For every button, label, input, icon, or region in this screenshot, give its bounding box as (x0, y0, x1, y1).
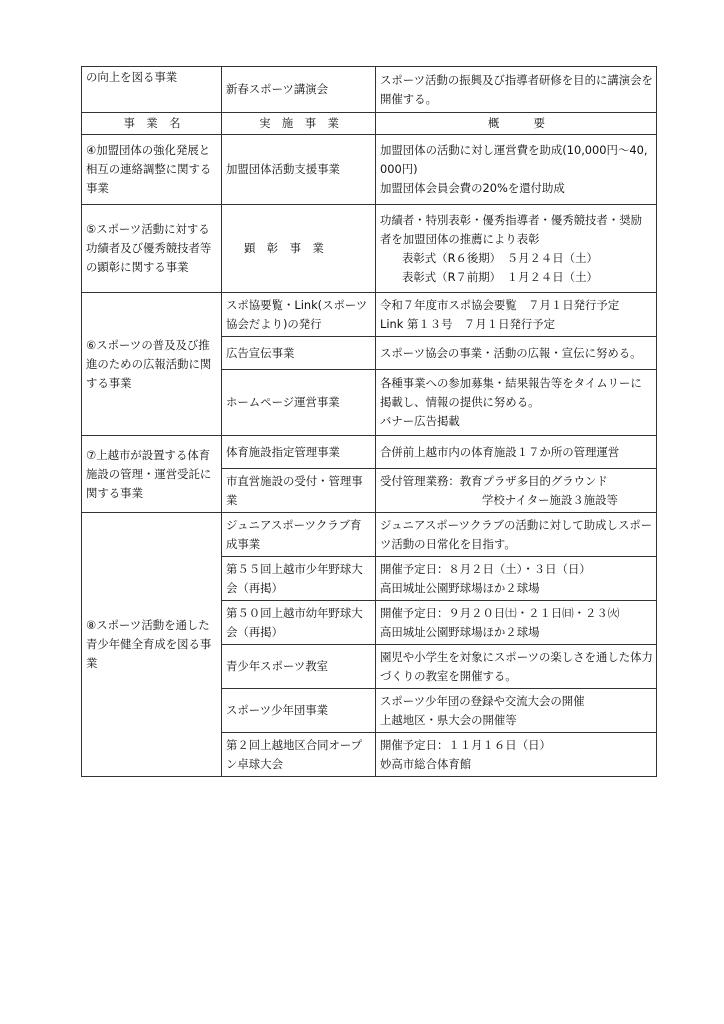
project-summary-line: 高田城址公園野球場ほか２球場 (380, 624, 540, 639)
project-category-cell (82, 293, 222, 436)
table-row (82, 135, 657, 205)
project-name-cell (222, 645, 376, 689)
project-summary-line: Link 第１３号 ７月１日発行予定 (380, 316, 556, 331)
project-name-cell (222, 337, 376, 370)
project-summary-cell (376, 205, 657, 293)
project-summary-line: 加盟団体の活動に対し運営費を助成(10,000円〜40,000円) (380, 143, 648, 176)
project-summary-cell (376, 689, 657, 733)
project-summary-line: 高田城址公園野球場ほか２球場 (380, 580, 540, 595)
project-name-text: 第５５回上越市少年野球大会（再掲） (226, 561, 363, 595)
column-header-category: 事 業 名 (82, 113, 222, 135)
project-name-text: 青少年スポーツ教室 (226, 659, 329, 673)
project-summary-line: 園児や小学生を対象にスポーツの楽しさを通した体力づくりの教室を開催する。 (380, 649, 653, 683)
project-category-text: ⑥スポーツの普及及び推進のための広報活動に関する事業 (86, 337, 212, 390)
project-summary-cell (376, 733, 657, 777)
project-summary-cell (376, 513, 657, 557)
project-name-text: 第５０回上越市幼年野球大会（再掲） (226, 605, 363, 639)
project-name-text: ホームページ運営事業 (226, 395, 340, 409)
table-row (82, 67, 657, 113)
project-name-text: 第２回上越地区合同オープン卓球大会 (226, 737, 363, 771)
table-row (82, 205, 657, 293)
project-summary-line: 加盟団体会員会費の20%を還付助成 (380, 181, 565, 195)
project-summary-line: 合併前上越市内の体育施設１７か所の管理運営 (380, 444, 620, 459)
project-summary-line: 表彰式（R６後期） ５月２４日（土） (402, 250, 598, 265)
project-category-cell (82, 436, 222, 513)
project-category-text: ⑧スポーツ活動を通した青少年健全育成を図る事業 (86, 618, 212, 670)
project-category-cell (82, 67, 222, 113)
project-summary-line: 学校ナイター施設３施設等 (482, 492, 618, 507)
table-row (82, 513, 657, 557)
project-name-text: 広告宣伝事業 (226, 345, 295, 360)
project-summary-line: 令和７年度市スポ協会要覧 ７月１日発行予定 (380, 297, 620, 312)
project-summary-line: バナー広告掲載 (380, 414, 460, 428)
table-row (82, 293, 657, 337)
project-table (81, 66, 657, 777)
project-name-cell (222, 370, 376, 436)
project-category-cell (82, 135, 222, 205)
project-summary-line: 開催予定日：９月２０日㈯・２１日㈰・２３㈫ (380, 605, 620, 620)
project-category-text: の向上を図る事業 (86, 70, 178, 84)
project-name-text: 体育施設指定管理事業 (226, 444, 340, 459)
project-summary-cell (376, 337, 657, 370)
project-summary-cell (376, 67, 657, 113)
project-category-text: ⑦上越市が設置する体育施設の管理・運営受託に関する事業 (86, 447, 212, 500)
project-summary-cell (376, 436, 657, 469)
project-summary-line: ジュニアスポーツクラブの活動に対して助成しスポーツ活動の日常化を目指す。 (380, 517, 653, 551)
project-summary-cell (376, 293, 657, 337)
project-name-cell (222, 436, 376, 469)
project-name-cell (222, 733, 376, 777)
project-category-text: ⑤スポーツ活動に対する功績者及び優秀競技者等の顕彰に関する事業 (86, 222, 212, 274)
project-name-text: 加盟団体活動支援事業 (226, 162, 340, 176)
project-category-text: ④加盟団体の強化発展と相互の連絡調整に関する事業 (86, 143, 212, 195)
project-summary-cell (376, 469, 657, 513)
project-category-cell (82, 205, 222, 293)
project-summary-cell (376, 601, 657, 645)
project-summary-cell (376, 370, 657, 436)
project-name-text: 市直営施設の受付・管理事業 (226, 473, 363, 507)
project-name-cell (222, 469, 376, 513)
project-name-text: スポーツ少年団事業 (226, 703, 329, 717)
project-summary-line: 受付管理業務：教育プラザ多目的グラウンド (380, 473, 608, 488)
project-name-cell (222, 601, 376, 645)
project-summary-line: 上越地区・県大会の開催等 (380, 712, 517, 727)
project-summary-cell (376, 645, 657, 689)
project-name-text: 新春スポーツ講演会 (226, 82, 329, 96)
project-name-cell (222, 135, 376, 205)
project-name-text: スポ協要覧・Link(スポーツ協会だより)の発行 (226, 297, 368, 331)
project-summary-cell (376, 135, 657, 205)
project-summary-line: 各種事業への参加募集・結果報告等をタイムリーに掲載し、情報の提供に努める。 (380, 376, 642, 409)
project-summary-line: 功績者・特別表彰・優秀指導者・優秀競技者・奨励者を加盟団体の推薦により表彰 (380, 212, 642, 246)
project-name-cell (222, 557, 376, 601)
table-row (82, 436, 657, 469)
column-header-summary: 概 要 (376, 113, 657, 135)
project-name-text: 顕 彰 事 業 (244, 241, 324, 255)
project-summary-line: スポーツ協会の事業・活動の広報・宣伝に努める。 (380, 345, 642, 360)
table-header-row (82, 113, 657, 135)
project-summary-line: 妙高市総合体育館 (380, 756, 472, 771)
project-name-cell (222, 67, 376, 113)
project-summary-line: 開催予定日：８月２日（土）・３日（日） (380, 561, 591, 576)
project-name-cell (222, 689, 376, 733)
project-name-cell (222, 513, 376, 557)
project-name-cell (222, 205, 376, 293)
project-category-cell (82, 513, 222, 777)
project-summary-text: スポーツ活動の振興及び指導者研修を目的に講演会を開催する。 (380, 72, 653, 106)
project-name-text: ジュニアスポーツクラブ育成事業 (226, 517, 362, 551)
project-summary-line: 開催予定日：１１月１６日（日） (380, 737, 551, 752)
project-name-cell (222, 293, 376, 337)
project-summary-line: スポーツ少年団の登録や交流大会の開催 (380, 693, 585, 708)
project-summary-cell (376, 557, 657, 601)
project-summary-line: 表彰式（R７前期） １月２４日（土） (402, 269, 598, 284)
column-header-project: 実 施 事 業 (222, 113, 376, 135)
